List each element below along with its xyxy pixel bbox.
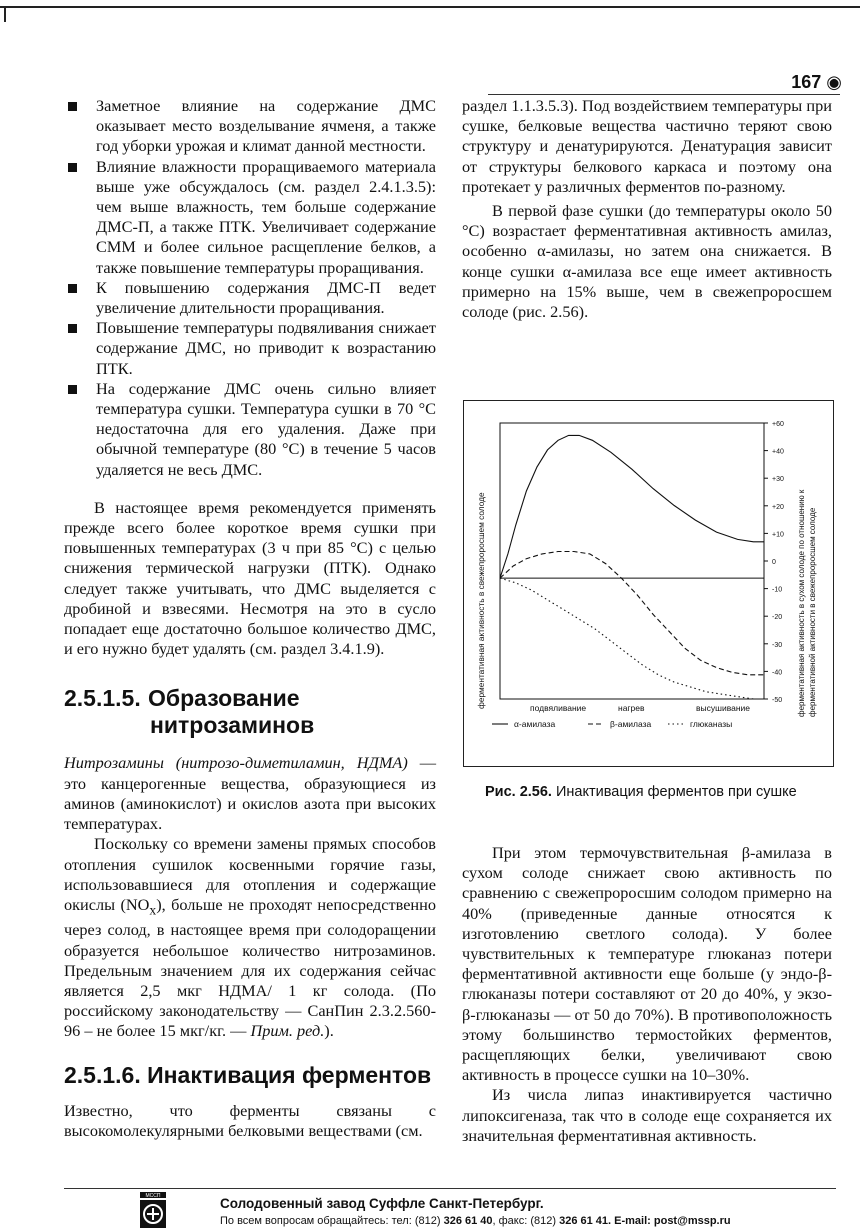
x-phase-label: высушивание bbox=[696, 703, 751, 713]
paragraph-nitrosamines-definition bbox=[64, 753, 436, 834]
contacts-prefix: По всем вопросам обращайтесь: тел: (812) bbox=[220, 1215, 444, 1227]
bullet-text: Заметное влияние на содержание ДМС оказывает место возделывание ячменя, а также год уборки урожая и климат данной местности. bbox=[96, 96, 436, 156]
logo-text: МССП bbox=[145, 1193, 161, 1199]
page-number-rule bbox=[488, 94, 840, 95]
legend-label: α-амилаза bbox=[514, 719, 556, 729]
brand-logo-icon bbox=[140, 1192, 166, 1228]
caption-number: Рис. 2.56. bbox=[485, 784, 552, 800]
y-tick-label: +60 bbox=[772, 421, 784, 428]
editor-note: Прим. ред. bbox=[250, 1021, 325, 1041]
right-column-bottom bbox=[462, 843, 832, 1146]
paragraph-continuation: раздел 1.1.3.5.3). Под воздействием температуры при сушке, белковые вещества частично теряют свою структуру и денатурируются. Денатурация зависит от структуры белкового каркаса и поэтому она протекает у различных ферментов по-разному. bbox=[462, 96, 832, 196]
subscript-x: x bbox=[149, 902, 157, 918]
bullet-text: К повышению содержания ДМС-П ведет увеличение длительности проращивания. bbox=[96, 277, 436, 318]
bullet-text: На содержание ДМС очень сильно влияет температура сушки. Температура сушки в 70 °С недостаточна для его удаления. Даже при обычной температуре (80 °С) в течение 5 часов удаляется не весь ДМС. bbox=[96, 378, 436, 479]
section-title-line2: нитрозаминов bbox=[150, 712, 315, 739]
limits-text-b: ), больше не проходят непосредственно через солод, в настоящее время при солодоращении образуется небольшое количество нитрозаминов. Предельным значением для их содержания сейчас является 2,5 мкг НДМА/ 1 кг солода. (По российскому законодательству — СанПин 2.3.2.560-96 – не более 15 мкг/кг. — bbox=[64, 894, 436, 1041]
y-tick-label: +30 bbox=[772, 476, 784, 484]
right-column-top bbox=[462, 96, 832, 322]
bullet-item bbox=[64, 379, 436, 480]
y-tick-label: -30 bbox=[772, 641, 783, 649]
term-italic: Нитрозамины (нитрозо-диметиламин, НДМА) bbox=[64, 753, 408, 773]
left-column bbox=[64, 96, 436, 1141]
y-tick-label: 0 bbox=[772, 559, 776, 566]
footer-title: Солодовенный завод Суффле Санкт-Петербург. bbox=[220, 1196, 544, 1211]
section-number: 2.5.1.6. bbox=[64, 1061, 141, 1088]
section-title: Инактивация ферментов bbox=[147, 1061, 432, 1088]
section-heading-nitrosamines bbox=[64, 685, 436, 739]
paragraph-inactivation: Известно, что ферменты связаны с высокомолекулярными белковыми веществами (см. bbox=[64, 1100, 436, 1140]
series-line-1 bbox=[500, 552, 764, 675]
figure-chart bbox=[463, 400, 834, 767]
top-corner-mark bbox=[4, 6, 6, 22]
paragraph-lipase: Из числа липаз инактивируется частично липоксигеназа, так что в солоде еще сохраняется их значительная ферментативная активность. bbox=[462, 1085, 832, 1145]
series-line-0 bbox=[500, 435, 764, 578]
contacts-email: post@mssp.ru bbox=[653, 1215, 731, 1227]
page-number bbox=[791, 72, 842, 93]
bullet-item bbox=[64, 96, 436, 157]
bullet-item bbox=[64, 157, 436, 278]
section-heading-inactivation bbox=[64, 1062, 436, 1089]
y-axis-label-right-2: ферментативной активности в свежепроросшем солоде bbox=[808, 507, 817, 717]
chart-svg bbox=[464, 401, 833, 766]
contacts-fax: 326 61 41 bbox=[559, 1215, 609, 1227]
y-axis-label-right-1: ферментативная активность в сухом солоде по отношению к bbox=[797, 489, 806, 717]
bullet-list bbox=[64, 96, 436, 480]
limits-text-a: Поскольку со времени замены прямых способов отопления сушилок косвенными горячие газы, использовавшиеся для отопления и содержащие окислы (NO bbox=[64, 834, 436, 914]
y-tick-label: -50 bbox=[772, 697, 783, 704]
paragraph-nitrosamines-limits bbox=[64, 834, 436, 1041]
y-tick-label: +20 bbox=[772, 503, 784, 511]
top-rule bbox=[0, 6, 860, 8]
legend-label: β-амилаза bbox=[610, 719, 652, 729]
contacts-email-label: . E-mail: bbox=[608, 1215, 654, 1227]
legend-label: глюканазы bbox=[690, 719, 733, 729]
contacts-tel: 326 61 40 bbox=[443, 1215, 493, 1227]
y-tick-label: -10 bbox=[772, 586, 783, 594]
plot-frame bbox=[500, 423, 764, 699]
page-number-text: 167 bbox=[791, 72, 822, 92]
bullet-text: Повышение температуры подвяливания снижает содержание ДМС, но приводит к возрастанию ПТК. bbox=[96, 318, 436, 378]
paragraph-first-phase: В первой фазе сушки (до температуры около 50 °С) возрастает ферментативная активность амилаз, особенно α-амилазы, но затем она снижается. В конце сушки α-амилаза все еще имеет активность примерно на 15% выше, чем в свежепроросшем солоде (рис. 2.56). bbox=[462, 201, 832, 322]
bullet-text: Влияние влажности проращиваемого материала выше уже обсуждалось (см. раздел 2.4.1.3.5): чем выше влажность, тем больше содержание ДМС-П, а также ПТК. Увеличивает содержание СММ и более сильное расщепление белков, а также повышение температуры проращивания. bbox=[96, 156, 436, 277]
bullet-square-icon bbox=[68, 284, 77, 293]
paragraph-beta-amylase: При этом термочувствительная β-амилаза в сухом солоде снижает свою активность по сравнению с свежепроросшим солодом примерно на 40% (приведенные данные относятся к изготовлению светлого солода). У более чувствительных к температуре глюканаз потери ферментативной активности еще больше (у эндо-β-глюканазы потери составляют от 20 до 40%, у экзо-β-глюканазы — от 50 до 70%). В противоположность этому большинство термостойких ферментов, расщепляющих белки, увеличивают свою активность в процессе сушки на 10–30%. bbox=[462, 843, 832, 1085]
definition-text: — это канцерогенные вещества, образующиеся из аминов (аминокислот) и окислов азота при высоких температурах. bbox=[64, 753, 436, 834]
y-axis-label-left: ферментативная активность в свежепроросшем солоде bbox=[476, 492, 486, 709]
section-title-line1: Образование bbox=[148, 685, 300, 712]
footer-rule bbox=[64, 1188, 836, 1189]
bullet-item bbox=[64, 278, 436, 318]
bullet-square-icon bbox=[68, 385, 77, 394]
bullet-square-icon bbox=[68, 102, 77, 111]
x-phase-label: подвяливание bbox=[530, 703, 587, 713]
contacts-fax-prefix: , факс: (812) bbox=[492, 1215, 560, 1227]
footer-contacts bbox=[220, 1215, 731, 1227]
series-line-2 bbox=[500, 578, 764, 699]
y-tick-label: +40 bbox=[772, 448, 784, 456]
bullet-square-icon bbox=[68, 163, 77, 172]
y-tick-label: -20 bbox=[772, 614, 783, 622]
paragraph-recommendation: В настоящее время рекомендуется применять прежде всего более короткое время сушки при повышенных температурах (3 ч при 85 °С) с целью снижения термической нагрузки (ПТК). Однако следует также учитывать, что ДМС выделяется с дробиной и взвесями. Несмотря на это в сусло попадает еще достаточно большое количество ДМС, и его нужно будет удалять (см. раздел 3.4.1.9). bbox=[64, 497, 436, 659]
page-bullet-icon: ◉ bbox=[826, 72, 842, 92]
bullet-item bbox=[64, 318, 436, 379]
y-tick-label: +10 bbox=[772, 531, 784, 539]
limits-text-end: ). bbox=[324, 1021, 334, 1041]
section-number: 2.5.1.5. bbox=[64, 685, 141, 712]
bullet-square-icon bbox=[68, 324, 77, 333]
caption-text: Инактивация ферментов при сушке bbox=[556, 784, 797, 800]
x-phase-label: нагрев bbox=[618, 703, 645, 713]
y-tick-label: -40 bbox=[772, 669, 783, 677]
figure-caption bbox=[485, 784, 845, 800]
